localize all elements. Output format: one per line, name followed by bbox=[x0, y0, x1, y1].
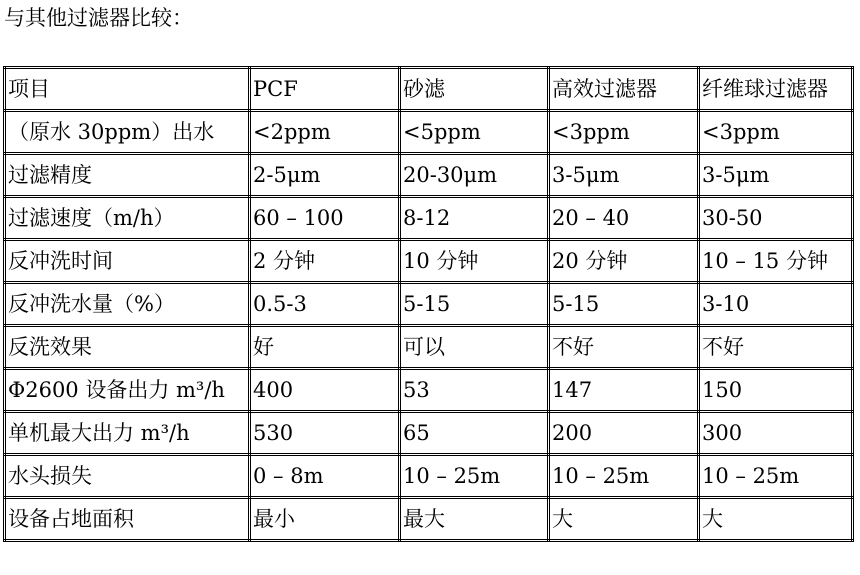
table-row bbox=[5, 154, 853, 197]
table-cell: 300 bbox=[699, 412, 853, 455]
row-label-cell: 水头损失 bbox=[5, 455, 250, 498]
table-cell: 200 bbox=[549, 412, 699, 455]
row-label-cell: 过滤精度 bbox=[5, 154, 250, 197]
table-cell: 最大 bbox=[400, 498, 549, 541]
table-cell: 大 bbox=[549, 498, 699, 541]
table-cell: 65 bbox=[400, 412, 549, 455]
row-label-cell: 反冲洗时间 bbox=[5, 240, 250, 283]
table-cell: 不好 bbox=[699, 326, 853, 369]
table-header-cell: 高效过滤器 bbox=[549, 68, 699, 111]
row-label-cell: 过滤速度（m/h） bbox=[5, 197, 250, 240]
table-cell: 10 分钟 bbox=[400, 240, 549, 283]
table-cell: 150 bbox=[699, 369, 853, 412]
table-cell: 10 – 15 分钟 bbox=[699, 240, 853, 283]
table-cell: 53 bbox=[400, 369, 549, 412]
row-label-cell: 反洗效果 bbox=[5, 326, 250, 369]
table-cell: 2 分钟 bbox=[250, 240, 400, 283]
table-cell: 60 – 100 bbox=[250, 197, 400, 240]
section-heading: 与其他过滤器比较： bbox=[4, 6, 193, 30]
table-cell: 20 分钟 bbox=[549, 240, 699, 283]
table-row-header bbox=[5, 68, 853, 111]
table-cell: 3-10 bbox=[699, 283, 853, 326]
table-row bbox=[5, 240, 853, 283]
comparison-table bbox=[3, 66, 854, 542]
table-cell: 不好 bbox=[549, 326, 699, 369]
table-row bbox=[5, 197, 853, 240]
table-cell: 10 – 25m bbox=[400, 455, 549, 498]
row-label-cell: 反冲洗水量（%） bbox=[5, 283, 250, 326]
table-cell: 400 bbox=[250, 369, 400, 412]
table-header-cell: 砂滤 bbox=[400, 68, 549, 111]
row-label-cell: Φ2600 设备出力 m³/h bbox=[5, 369, 250, 412]
table-cell: 可以 bbox=[400, 326, 549, 369]
table-cell: 3-5μm bbox=[549, 154, 699, 197]
table-cell: 20 – 40 bbox=[549, 197, 699, 240]
table-header-cell: 项目 bbox=[5, 68, 250, 111]
row-label-cell: 设备占地面积 bbox=[5, 498, 250, 541]
table-cell: 8-12 bbox=[400, 197, 549, 240]
table-cell: 2-5μm bbox=[250, 154, 400, 197]
table-row bbox=[5, 498, 853, 541]
table-row bbox=[5, 369, 853, 412]
table-cell: 大 bbox=[699, 498, 853, 541]
table-row bbox=[5, 111, 853, 154]
row-label-cell: （原水 30ppm）出水 bbox=[5, 111, 250, 154]
table-cell: <3ppm bbox=[699, 111, 853, 154]
table-cell: 10 – 25m bbox=[699, 455, 853, 498]
table-cell: 147 bbox=[549, 369, 699, 412]
table-cell: 最小 bbox=[250, 498, 400, 541]
table-cell: 30-50 bbox=[699, 197, 853, 240]
table-row bbox=[5, 283, 853, 326]
table-cell: 530 bbox=[250, 412, 400, 455]
table-cell: <3ppm bbox=[549, 111, 699, 154]
table-cell: 好 bbox=[250, 326, 400, 369]
table-header-cell: PCF bbox=[250, 68, 400, 111]
row-label-cell: 单机最大出力 m³/h bbox=[5, 412, 250, 455]
table-cell: 0.5-3 bbox=[250, 283, 400, 326]
table-row bbox=[5, 326, 853, 369]
table-cell: 3-5μm bbox=[699, 154, 853, 197]
table-cell: 20-30μm bbox=[400, 154, 549, 197]
table-cell: <5ppm bbox=[400, 111, 549, 154]
table-row bbox=[5, 455, 853, 498]
table-cell: 5-15 bbox=[549, 283, 699, 326]
table-cell: <2ppm bbox=[250, 111, 400, 154]
table-cell: 0 – 8m bbox=[250, 455, 400, 498]
table-cell: 5-15 bbox=[400, 283, 549, 326]
table-row bbox=[5, 412, 853, 455]
table-cell: 10 – 25m bbox=[549, 455, 699, 498]
table-header-cell: 纤维球过滤器 bbox=[699, 68, 853, 111]
